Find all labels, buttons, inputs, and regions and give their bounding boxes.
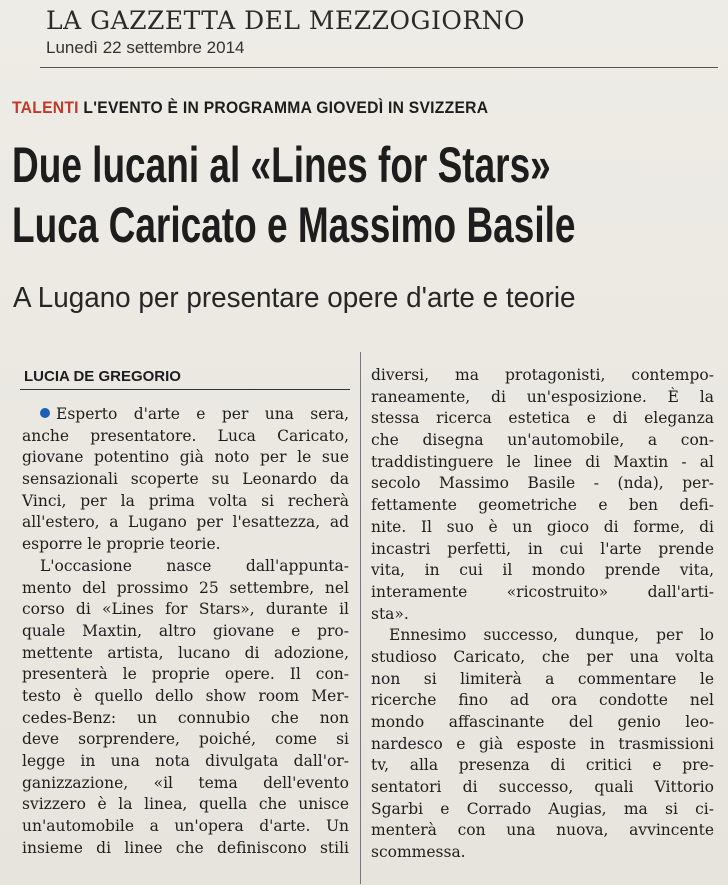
body-line: sentatori di successo, quali Vittorio: [371, 778, 714, 797]
body-line: presenterà le proprie opere. Il con-: [22, 665, 349, 684]
body-line: giovane potentino già noto per le sue: [22, 448, 349, 467]
body-line: studioso Caricato, che per una volta: [371, 647, 714, 666]
body-line: corso di «Lines for Stars», durante il: [22, 600, 349, 619]
body-line: che disegna un'automobile, a con-: [371, 431, 714, 450]
body-line: anche presentatore. Luca Caricato,: [22, 426, 349, 445]
body-line: stessa ricerca estetica e di eleganza: [371, 409, 714, 428]
body-line: menterà con una nuova, avvincente: [371, 821, 714, 840]
masthead-rule: [40, 67, 718, 68]
headline-line-2: Luca Caricato e Massimo Basile: [12, 197, 576, 253]
body-line: Ennesimo successo, dunque, per lo: [389, 626, 714, 645]
column-separator: [360, 352, 361, 884]
issue-date: Lunedì 22 settembre 2014: [46, 38, 245, 57]
body-line: interamente «ricostruito» dall'arti-: [371, 582, 714, 601]
body-line: non si limiterà a commentare le: [371, 669, 714, 688]
body-line: all'estero, a Lugano per l'esattezza, ad: [22, 513, 349, 532]
masthead: LA GAZZETTA DEL MEZZOGIORNO: [46, 6, 526, 35]
body-line: sta».: [371, 604, 409, 623]
body-line: ganizzazione, «il tema dell'evento: [22, 773, 349, 792]
kicker-tag: TALENTI: [12, 98, 79, 117]
body-line: scommessa.: [371, 843, 466, 862]
kicker: [12, 98, 488, 118]
body-line: mettente artista, lucano di adozione,: [22, 643, 349, 662]
byline: LUCIA DE GREGORIO: [24, 368, 181, 385]
subheadline: A Lugano per presentare opere d'arte e teorie: [13, 282, 576, 314]
body-line: tv, alla presenza di critici e pre-: [371, 756, 714, 775]
byline-rule: [20, 389, 350, 390]
body-line: esporre le proprie teorie.: [22, 535, 221, 554]
body-line: diversi, ma protagonisti, contempo-: [371, 366, 714, 384]
body-line: quale Maxtin, altro giovane e pro-: [22, 621, 349, 640]
body-line: traddistinguere le linee di Maxtin - al: [371, 452, 714, 471]
body-line: nite. Il suo è un gioco di forme, di: [371, 517, 714, 536]
body-line: testo è quello dello show room Mer-: [22, 686, 349, 705]
kicker-text: L'EVENTO È IN PROGRAMMA GIOVEDÌ IN SVIZZERA: [83, 98, 489, 117]
body-line: mento del prossimo 25 settembre, nel: [22, 578, 349, 597]
body-line: secolo Massimo Basile - (nda), per-: [371, 474, 714, 493]
body-line: vita, in cui il mondo prende vita,: [371, 561, 714, 580]
body-line: insieme di linee che definiscono stili: [22, 838, 349, 857]
body-line: raneamente, di un'esposizione. È la: [371, 387, 714, 406]
body-line: un'automobile a un'opera d'arte. Un: [22, 817, 349, 836]
body-line: ricerche fino ad ora condotte nel: [371, 691, 714, 710]
body-line: cedes-Benz: un connubio che non: [22, 708, 349, 727]
article-column-2: [371, 365, 714, 864]
body-line: Sgarbi e Corrado Augias, ma si ci-: [371, 799, 714, 818]
blue-dot-icon: [40, 408, 50, 418]
body-line: svizzero è la linea, quella che unisce: [22, 795, 349, 814]
body-line: nardesco e già esposte in trasmissioni: [371, 734, 714, 753]
body-line: sensazionali scoperte su Leonardo da: [22, 470, 349, 489]
headline-line-1: Due lucani al «Lines for Stars»: [12, 137, 551, 193]
body-line: Vinci, per la prima volta si recherà: [22, 491, 349, 510]
body-line: mondo affascinante del genio leo-: [371, 713, 714, 731]
body-line: Esperto d'arte e per una sera,: [22, 404, 349, 426]
body-line: fettamente geometriche e ben defi-: [371, 496, 714, 515]
body-line: incastri perfetti, in cui l'arte prende: [371, 539, 714, 558]
body-line: deve sorprendere, poiché, come si: [22, 730, 349, 749]
body-line: L'occasione nasce dall'appunta-: [40, 556, 349, 575]
article-column-1: [22, 404, 349, 859]
body-line: legge in una nota divulgata dall'or-: [22, 752, 349, 770]
